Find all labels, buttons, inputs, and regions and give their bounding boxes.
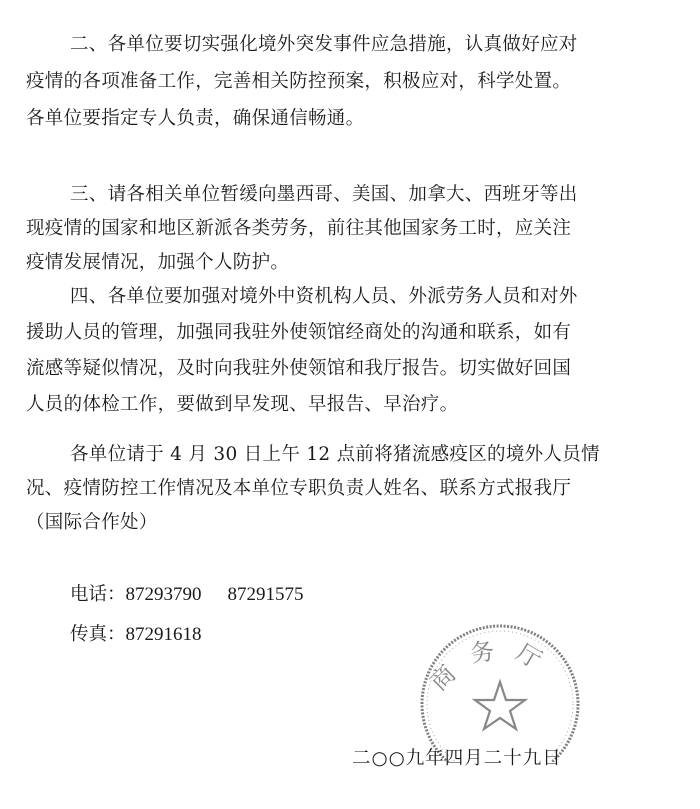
paragraph-line: 人员的体检工作，要做到早发现、早报告、早治疗。 <box>26 394 459 415</box>
fax-number: 87291618 <box>125 624 202 645</box>
fax-line <box>70 620 202 646</box>
paragraph-line: 各单位请于 4 月 30 日上午 12 点前将猪流感疫区的境外人员情 <box>70 444 600 465</box>
paragraph-line: 况、疫情防控工作情况及本单位专职负责人姓名、联系方式报我厅 <box>26 478 572 499</box>
paragraph-line: 各单位要指定专人负责，确保通信畅通。 <box>26 108 365 129</box>
paragraph-line: 四、各单位要加强对境外中资机构人员、外派劳务人员和对外 <box>70 286 578 307</box>
phone-label: 电话： <box>70 584 126 605</box>
paragraph-line: 二、各单位要切实强化境外突发事件应急措施，认真做好应对 <box>70 34 578 55</box>
phone-line <box>70 580 304 606</box>
paragraph-line: 疫情的各项准备工作，完善相关防控预案，积极应对，科学处置。 <box>26 71 572 92</box>
fax-label: 传真： <box>70 624 126 645</box>
paragraph-line: 疫情发展情况，加强个人防护。 <box>26 252 290 273</box>
document-date: 二○○九年四月二十九日 <box>352 748 562 769</box>
svg-text:商务厅: 商务厅 <box>424 634 562 697</box>
phone-number-1: 87293790 <box>125 584 202 605</box>
official-seal-icon <box>400 612 600 762</box>
paragraph-line: 三、请各相关单位暂缓向墨西哥、美国、加拿大、西班牙等出 <box>70 184 578 205</box>
phone-number-2: 87291575 <box>227 584 304 605</box>
paragraph-line: 流感等疑似情况，及时向我驻外使领馆和我厅报告。切实做好回国 <box>26 358 572 379</box>
paragraph-line: （国际合作处） <box>26 512 158 533</box>
paragraph-line: 现疫情的国家和地区新派各类劳务，前往其他国家务工时，应关注 <box>26 218 572 239</box>
paragraph-line: 援助人员的管理，加强同我驻外使领馆经商处的沟通和联系，如有 <box>26 322 572 343</box>
